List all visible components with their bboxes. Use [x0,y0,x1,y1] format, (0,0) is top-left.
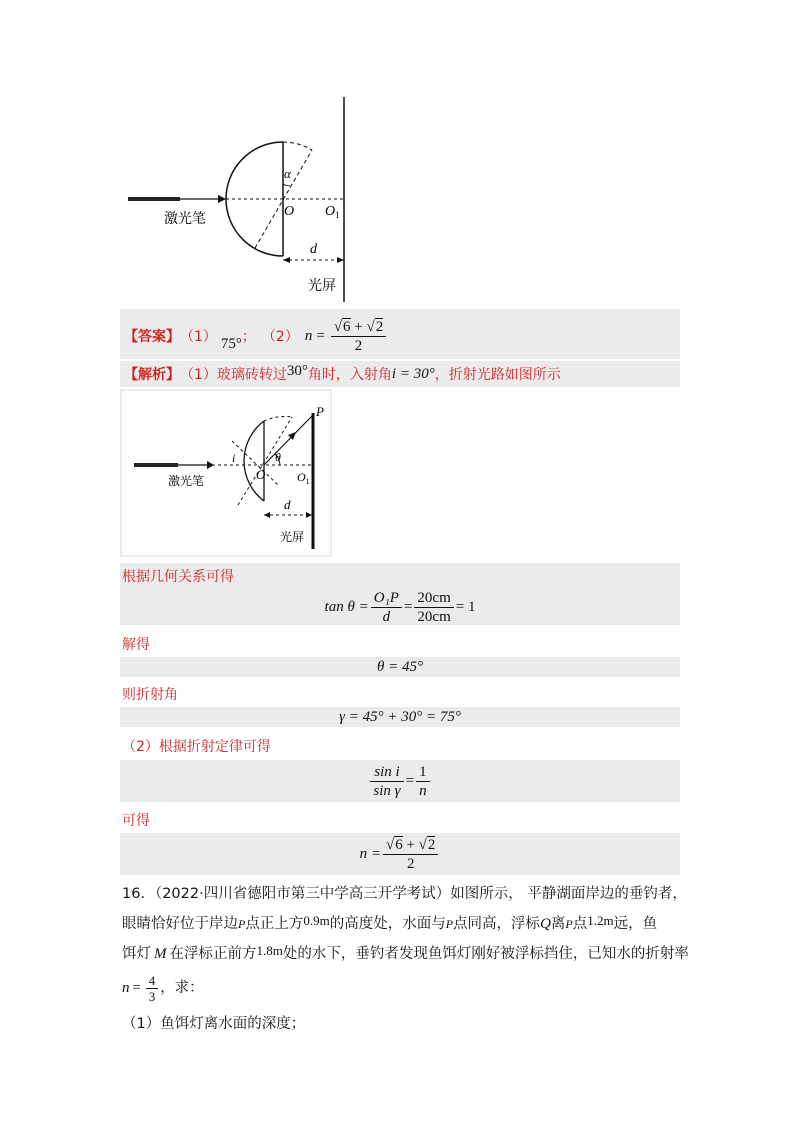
o1-label: $O_1$ [297,470,310,486]
tan-rhs: = 1 [455,599,476,615]
question-sub1: （1）鱼饵灯离水面的深度； [122,1016,306,1032]
tan-num1: O₁P [371,589,402,608]
screen-label: 光屏 [308,278,336,294]
sin-den: sin γ [373,783,401,799]
figure-semicircle-setup [120,92,360,307]
o1-label: $O_1$ [325,204,340,220]
analysis-label: 【解析】 [124,367,180,383]
n-frac [416,763,430,800]
center-label-o: O [256,467,266,482]
answer-eq: = [316,327,325,344]
d-label: d [284,497,291,512]
sin-frac [370,763,403,800]
n-den: n [419,783,427,799]
answer-part2: （2） [261,329,299,345]
question-line1: 16．（2022·四川省德阳市第三中学高三开学考试）如图所示， 平静湖面岸边的垂钓者， [122,886,687,902]
answer-part1: （1） [180,329,217,345]
laser-label: 激光笔 [164,211,206,227]
d-arrow-right [337,257,344,263]
law-text: （2）根据折射定律可得 [122,739,271,755]
answer-label: 【答案】 [124,329,180,345]
question-16 [122,879,689,1039]
d-arrow-left [283,257,290,263]
answer-sqrt6: 6 [343,318,351,335]
n-lhs: n = [359,846,381,862]
i-label: i [232,451,236,465]
question-line4: n = $\frac{4}{3}$ ，求： [122,972,204,1004]
rotated-arc [283,142,312,150]
question-line3: 饵灯 M 在浮标正前方1.8m处的水下，垂钓者发现鱼饵灯刚好被浮标挡住，已知水的折射率 [122,943,689,962]
screen-label: 光屏 [280,530,305,544]
tan-frac2 [414,589,453,626]
answer-sep: ； [241,329,256,345]
answer-row [124,314,388,358]
answer-value1: 75° [220,335,242,352]
geom-text: 根据几何关系可得 [122,569,234,585]
analysis-text-b: 角时，入射角 [307,367,392,383]
n-plus: + [406,837,415,853]
question-line2: 眼睛恰好位于岸边P点正上方0.9m的高度处，水面与P点同高，浮标Q离P点1.2m远，鱼 [122,913,658,932]
sin-num: sin i [370,763,403,782]
n-result-frac: $\frac{√6 + √2}{2}$ [383,836,438,873]
answer-n: n [304,327,313,344]
beam-arrow [218,195,226,203]
laser-pen [134,463,178,467]
center-label-o: O [284,204,295,219]
laser-pen [128,197,180,201]
alpha-label: α [284,166,291,181]
theta-label: θ [275,450,281,464]
tan-num2: 20cm [414,589,453,608]
analysis-row [124,364,561,384]
gamma-equation: γ = 45° + 30° = 75° [339,709,461,725]
sin-equation [120,763,680,800]
solve-text: 解得 [122,637,150,653]
answer-plus: + [354,318,363,335]
analysis-text-c: ，折射光路如图所示 [434,367,561,383]
d-label: d [310,242,317,257]
refr-text: 则折射角 [122,687,178,703]
n-den2: 2 [406,856,415,872]
n-sqrt6: 6 [395,837,403,853]
tan-eq: = [403,599,413,615]
analysis-i-eq: i = 30° [391,365,435,382]
one: 1 [416,763,430,782]
tan-den1: d [382,609,391,625]
sin-eq: = [405,773,415,789]
theta-equation: θ = 45° [377,659,423,675]
p-label: P [316,404,324,419]
answer-den: 2 [354,337,363,354]
tan-den2: 20cm [417,609,451,625]
analysis-text-a: （1）玻璃砖转过 [180,367,287,383]
analysis-angle: 30° [286,362,308,379]
get-text: 可得 [122,813,150,829]
n-sqrt2: 2 [427,837,436,853]
figure-refraction-path [120,389,332,557]
alpha-arc [283,184,290,186]
n-equation [120,836,680,873]
tan-lhs: tan θ = [324,599,369,615]
laser-label: 激光笔 [168,474,205,488]
tan-equation [120,589,680,626]
answer-fraction: $\frac{√6 + √2}{2}$ [331,318,386,355]
tan-frac1 [371,589,402,626]
answer-sqrt2: 2 [375,318,384,335]
